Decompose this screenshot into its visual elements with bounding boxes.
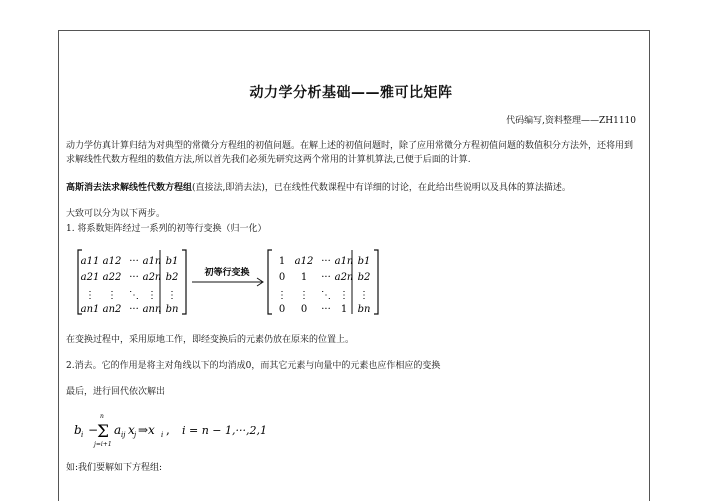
right-matrix-cell: ⋮: [359, 290, 369, 301]
intro-paragraph: 动力学仿真计算归结为对典型的常微分方程组的初值问题。在解上述的初值问题时，除了应用常微分方程初值问题的数值积分方法外，还将用到求解线性代数方程组的数值方法,所以首先我们必须先研究这两个常用的计算机算法,已便于后面的计算.: [66, 141, 634, 165]
formula-b: b: [74, 423, 82, 437]
right-matrix-cell: a2n: [334, 272, 354, 283]
right-matrix-cell: ⋱: [321, 290, 331, 301]
left-matrix-cell: a2n: [142, 272, 162, 283]
left-matrix-cell: a12: [102, 256, 122, 267]
right-matrix-bracket-close: [374, 250, 378, 314]
formula-xi-sub: i: [161, 431, 164, 439]
formula-range: i = n − 1,···,2,1: [182, 424, 267, 437]
formula-x: x: [128, 423, 135, 437]
steps-intro: 大致可以分为以下两步。: [66, 209, 166, 219]
right-matrix-cell: a1n: [334, 256, 354, 267]
right-matrix-cell: ···: [321, 272, 331, 283]
left-matrix-bracket-close: [182, 250, 186, 314]
left-matrix-cell: ⋮: [167, 290, 177, 301]
right-matrix-cell: 1: [300, 272, 308, 283]
left-matrix-cell: a1n: [142, 256, 162, 267]
page-title: 动力学分析基础——雅可比矩阵: [249, 85, 453, 101]
matrix-figure: [76, 246, 386, 318]
left-matrix-cell: an2: [102, 304, 122, 315]
left-matrix-cell: ⋱: [129, 290, 139, 301]
right-matrix-cell: 1: [278, 256, 286, 267]
arrow-label: 初等行变换: [204, 268, 250, 278]
left-matrix-cell: ⋮: [107, 290, 117, 301]
formula-comma: ,: [166, 423, 170, 437]
right-matrix-cell: a12: [294, 256, 314, 267]
left-matrix-cell: ···: [129, 256, 139, 267]
back-substitution-formula: [70, 410, 280, 450]
right-matrix-cell: 0: [300, 304, 308, 315]
formula-implies: ⇒x: [138, 423, 155, 437]
left-matrix-cell: ann: [142, 304, 162, 315]
left-matrix-cells: [81, 256, 179, 315]
left-matrix-cell: ⋮: [85, 290, 95, 301]
right-matrix-cell: 1: [340, 304, 348, 315]
formula-x-sub: j: [134, 431, 137, 439]
left-matrix-cell: a21: [80, 272, 100, 283]
right-matrix-cells: [277, 256, 370, 315]
right-matrix-cell: ···: [321, 304, 331, 315]
step-one: 1. 将系数矩阵经过一系列的初等行变换（归一化）: [66, 224, 267, 234]
right-matrix-cell: 0: [278, 272, 286, 283]
right-matrix-cell: bn: [357, 304, 371, 315]
formula-a: a: [114, 423, 122, 437]
left-matrix-cell: bn: [165, 304, 179, 315]
left-matrix-cell: a11: [80, 256, 100, 267]
left-matrix-cell: b2: [165, 272, 179, 283]
right-matrix-cell: ⋮: [299, 290, 309, 301]
right-matrix-cell: ⋮: [277, 290, 287, 301]
formula-sum-lower: j=i+1: [94, 441, 112, 448]
formula-sigma: Σ: [97, 422, 110, 442]
left-matrix-cell: ···: [129, 304, 139, 315]
gauss-heading: 高斯消去法求解线性代数方程组: [66, 183, 193, 193]
left-matrix-cell: a22: [102, 272, 122, 283]
gauss-paragraph: [66, 181, 636, 195]
formula-b-sub: i: [81, 431, 84, 439]
formula-minus: −: [88, 423, 99, 437]
right-matrix-bracket-open: [268, 250, 272, 314]
finally-line: 最后，进行回代依次解出: [66, 387, 166, 397]
author-line: 代码编写,资料整理——ZH1110: [506, 116, 636, 126]
step-two: 2.消去。它的作用是将主对角线以下的均消成0，而其它元素与向量中的元素也应作相应的变换: [66, 361, 441, 371]
left-matrix-cell: ···: [129, 272, 139, 283]
in-place-note: 在变换过程中，采用原地工作，即经变换后的元素仍放在原来的位置上。: [66, 335, 355, 345]
right-matrix-cell: b2: [357, 272, 371, 283]
left-matrix-cell: an1: [80, 304, 100, 315]
right-matrix-cell: 0: [278, 304, 286, 315]
example-line: 如:我们要解如下方程组:: [66, 463, 163, 473]
right-matrix-cell: ···: [321, 256, 331, 267]
formula-sum-upper: n: [100, 413, 104, 420]
formula-a-sub: ij: [121, 431, 126, 439]
right-matrix-cell: ⋮: [339, 290, 349, 301]
gauss-text: (直接法,即消去法)，已在线性代数课程中有详细的讨论，在此给出些说明以及具体的算法描述。: [192, 183, 571, 193]
right-matrix-cell: b1: [357, 256, 371, 267]
left-matrix-cell: ⋮: [147, 290, 157, 301]
left-matrix-cell: b1: [165, 256, 179, 267]
